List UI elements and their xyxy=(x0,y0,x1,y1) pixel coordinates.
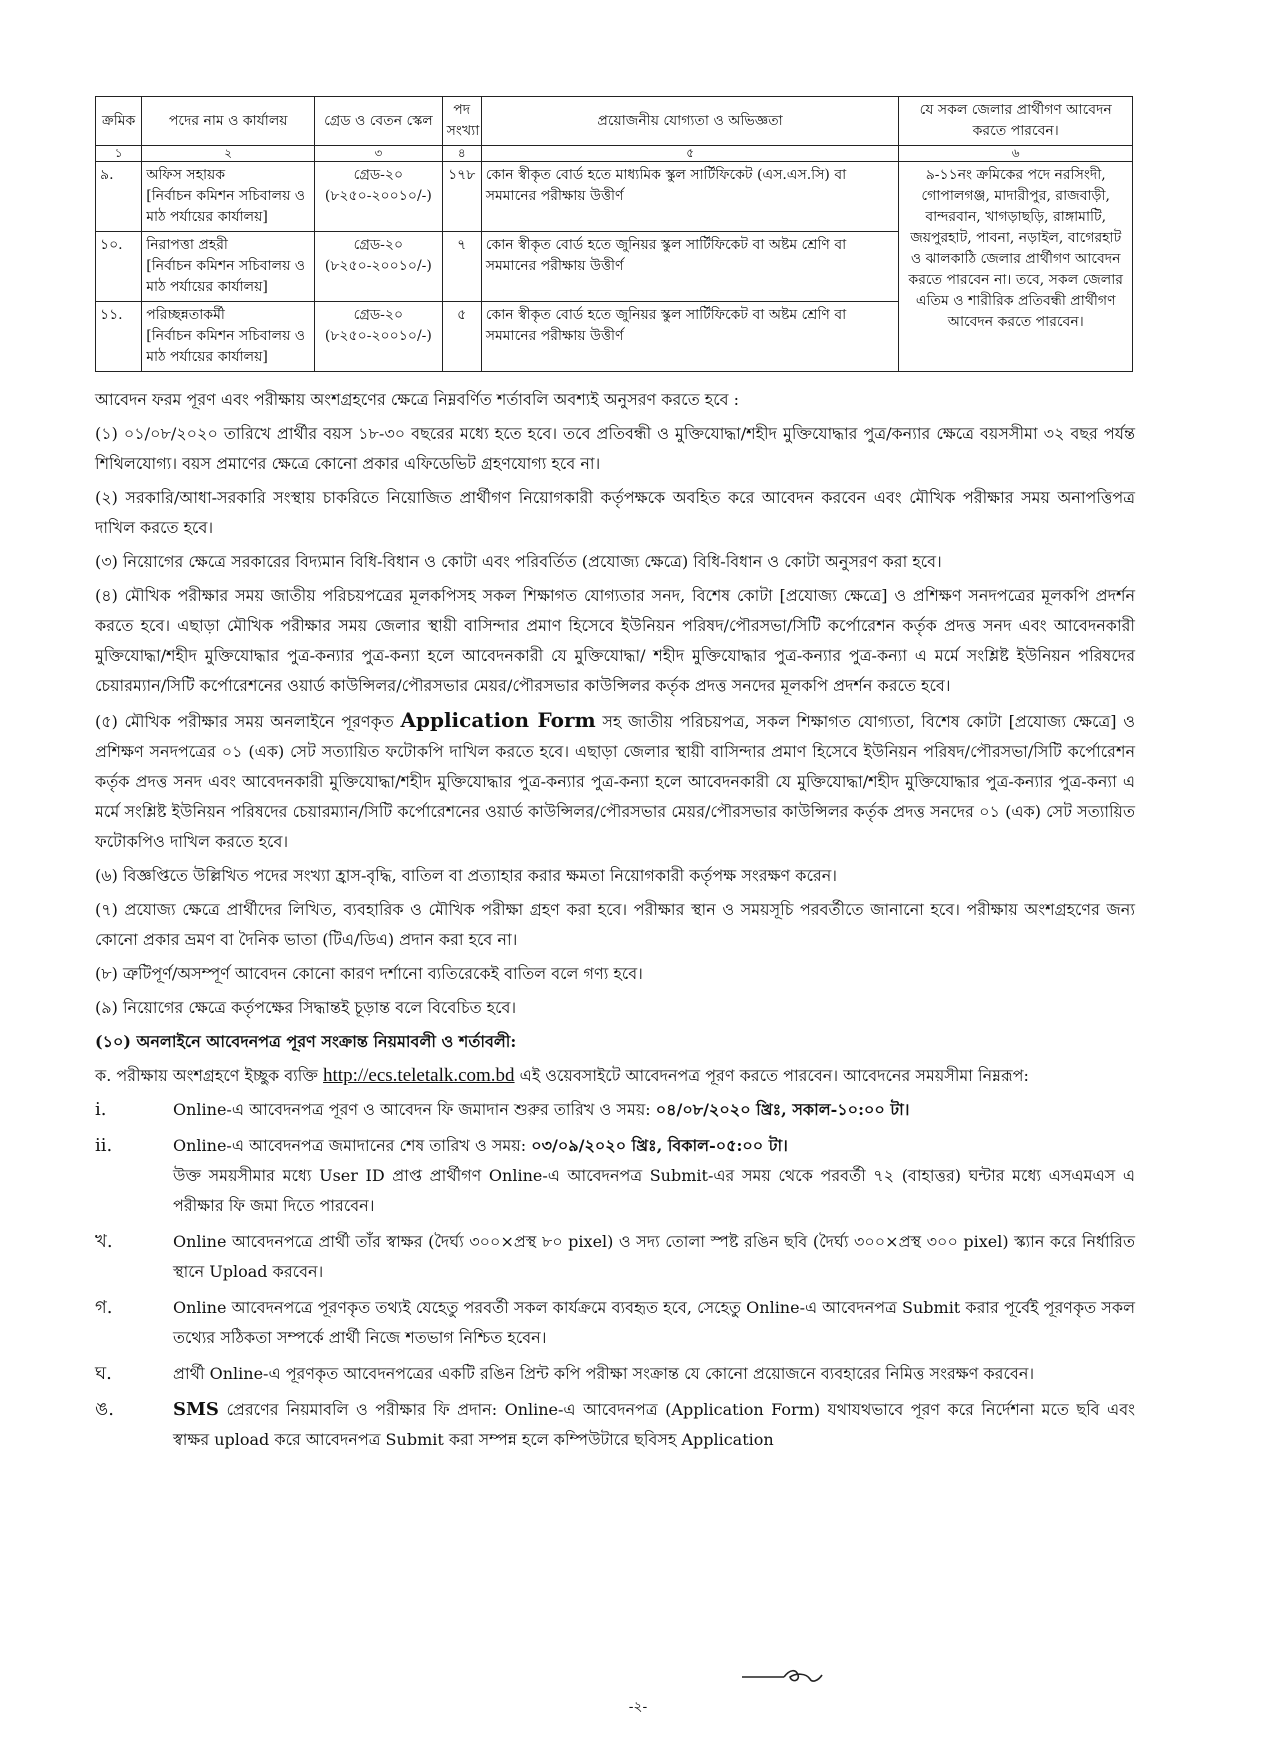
row-grade-cell xyxy=(315,302,443,372)
row-qualification: কোন স্বীকৃত বোর্ড হতে জুনিয়র স্কুল সার্টিফিকেট বা অষ্টম শ্রেণি বা সমমানের পরীক্ষায় উত্তীর্ণ xyxy=(481,302,899,372)
row-scale: (৮২৫০-২০০১০/-) xyxy=(324,328,432,344)
rule-10-title: (১০) অনলাইনে আবেদনপত্র পূরণ সংক্রান্ত নিয়মাবলী ও শর্তাবলী: xyxy=(95,1032,517,1051)
row-grade-cell xyxy=(315,232,443,302)
online-item-i-date: ০৪/০৮/২০২০ খ্রিঃ, সকাল-১০:০০ টা। xyxy=(655,1100,910,1119)
rule-9: (৯) নিয়োগের ক্ষেত্রে কর্তৃপক্ষের সিদ্ধান্তই চূড়ান্ত বলে বিবেচিত হবে। xyxy=(95,998,517,1017)
online-item-gha-label: ঘ. xyxy=(95,1363,112,1384)
row-scale: (৮২৫০-২০০১০/-) xyxy=(324,258,432,274)
col-number: ৫ xyxy=(481,146,899,162)
row-post: পরিচ্ছন্নতাকর্মী xyxy=(146,307,225,323)
rule-5-application-form: Application Form xyxy=(400,708,596,732)
online-item-ii-label: ii. xyxy=(95,1135,113,1156)
row-serial: ১১. xyxy=(96,302,142,372)
online-item-i-label: i. xyxy=(95,1099,107,1120)
conditions-intro: আবেদন ফরম পূরণ এবং পরীক্ষায় অংশগ্রহণের ক্ষেত্রে নিম্নবর্ণিত শর্তাবলি অবশ্যই অনুসরণ করতে হবে : xyxy=(95,390,740,409)
row-qualification: কোন স্বীকৃত বোর্ড হতে মাধ্যমিক স্কুল সার্টিফিকেট (এস.এস.সি) বা সমমানের পরীক্ষায় উত্তীর্ণ xyxy=(481,162,899,232)
rule-5-post: সহ জাতীয় পরিচয়পত্র, সকল শিক্ষাগত যোগ্যতা, বিশেষ কোটা [প্রযোজ্য ক্ষেত্রে] ও প্রশিক্ষণ সনদপত্রের ০১ (এক) সেট সত্যায়িত ফটোকপি দাখিল করতে হবে। এছাড়া জেলার স্থায়ী বাসিন্দার প্রমাণ হিসেবে ইউনিয়ন পরিষদ/পৌরসভা/সিটি কর্পোরেশন কর্তৃক প্রদত্ত সনদ এবং আবেদনকারী মুক্তিযোদ্ধা/শহীদ মুক্তিযোদ্ধার পুত্র-কন্যার পুত্র-কন্যা হলে আবেদনকারী যে মুক্তিযোদ্ধা/শহীদ মুক্তিযোদ্ধার পুত্র-কন্যার পুত্র-কন্যা এ মর্মে সংশ্লিষ্ট ইউনিয়ন পরিষদের চেয়ারম্যান/সিটি কর্পোরেশনের ওয়ার্ড কাউন্সিলর/পৌরসভার মেয়র/পৌরসভার কাউন্সিলর কর্তৃক প্রদত্ত সনদের ০১ (এক) সেট সত্যায়িত ফটোকপিও দাখিল করতে হবে। xyxy=(95,712,1135,851)
table-header-row xyxy=(96,97,1133,146)
col-number: ২ xyxy=(142,146,315,162)
row-post-cell xyxy=(142,302,315,372)
rule-5 xyxy=(95,705,1135,857)
online-item-ga-text: Online আবেদনপত্রে পূরণকৃত তথ্যই যেহেতু পরবর্তী সকল কার্যক্রমে ব্যবহৃত হবে, সেহেতু Online-এ আবেদনপত্র Submit করার পূর্বেই পূরণকৃত সকল তথ্যের সঠিকতা সম্পর্কে প্রার্থী নিজে শতভাগ নিশ্চিত হবেন। xyxy=(173,1298,1135,1347)
row-count: ৭ xyxy=(442,232,481,302)
rule-8: (৮) ত্রুটিপূর্ণ/অসম্পূর্ণ আবেদন কোনো কারণ দর্শানো ব্যতিরেকেই বাতিল বলে গণ্য হবে। xyxy=(95,964,643,983)
online-item-umo-label: ঙ. xyxy=(95,1399,114,1420)
online-ka-post: এই ওয়েবসাইটে আবেদনপত্র পূরণ করতে পারবেন। আবেদনের সময়সীমা নিম্নরূপ: xyxy=(519,1066,1029,1085)
row-post-cell xyxy=(142,162,315,232)
online-item-kha-label: খ. xyxy=(95,1231,113,1252)
eligible-districts: ৯-১১নং ক্রমিকের পদে নরসিংদী, গোপালগঞ্জ, মাদারীপুর, রাজবাড়ী, বান্দরবান, খাগড়াছড়ি, রাঙ্গামাটি, জয়পুরহাট, পাবনা, নড়াইল, বাগেরহাট ও ঝালকাঠি জেলার প্রার্থীগণ আবেদন করতে পারবেন না। তবে, সকল জেলার এতিম ও শারীরিক প্রতিবন্ধী প্রার্থীগণ আবেদন করতে পারবেন। xyxy=(899,162,1133,372)
rule-5-pre: (৫) মৌখিক পরীক্ষার সময় অনলাইনে পূরণকৃত xyxy=(95,712,394,731)
header-post: পদের নাম ও কার্যালয় xyxy=(142,97,315,146)
rule-6: (৬) বিজ্ঞপ্তিতে উল্লিখিত পদের সংখ্যা হ্রাস-বৃদ্ধি, বাতিল বা প্রত্যাহার করার ক্ষমতা নিয়োগকারী কর্তৃপক্ষ সংরক্ষণ করেন। xyxy=(95,866,838,885)
rule-1: (১) ০১/০৮/২০২০ তারিখে প্রার্থীর বয়স ১৮-৩০ বছরের মধ্যে হতে হবে। তবে প্রতিবন্ধী ও মুক্তিযোদ্ধা/শহীদ মুক্তিযোদ্ধার পুত্র/কন্যার ক্ষেত্রে বয়সসীমা ৩২ বছর পর্যন্ত শিথিলযোগ্য। বয়স প্রমাণের ক্ষেত্রে কোনো প্রকার এফিডেভিট গ্রহণযোগ্য হবে না। xyxy=(95,424,1135,473)
online-item-i-text: Online-এ আবেদনপত্র পূরণ ও আবেদন ফি জমাদান শুরুর তারিখ ও সময়: xyxy=(173,1100,651,1119)
online-ka xyxy=(95,1061,1135,1091)
col-number: ১ xyxy=(96,146,142,162)
row-count: ১৭৮ xyxy=(442,162,481,232)
posts-table xyxy=(95,96,1133,372)
header-districts: যে সকল জেলার প্রার্থীগণ আবেদন করতে পারবেন। xyxy=(899,97,1133,146)
col-number: ৪ xyxy=(442,146,481,162)
col-number: ৬ xyxy=(899,146,1133,162)
online-item-ii-text: Online-এ আবেদনপত্র জমাদানের শেষ তারিখ ও সময়: xyxy=(173,1136,527,1155)
header-qualification: প্রয়োজনীয় যোগ্যতা ও অভিজ্ঞতা xyxy=(481,97,899,146)
row-grade: গ্রেড-২০ xyxy=(353,167,404,183)
row-grade: গ্রেড-২০ xyxy=(353,237,404,253)
row-office: [নির্বাচন কমিশন সচিবালয় ও মাঠ পর্যায়ের কার্যালয়] xyxy=(146,258,306,295)
rule-7: (৭) প্রযোজ্য ক্ষেত্রে প্রার্থীদের লিখিত, ব্যবহারিক ও মৌখিক পরীক্ষা গ্রহণ করা হবে। পরীক্ষার স্থান ও সময়সূচি পরবর্তীতে জানানো হবে। পরীক্ষায় অংশগ্রহণের জন্য কোনো প্রকার ভ্রমণ বা দৈনিক ভাতা (টিএ/ডিএ) প্রদান করা হবে না। xyxy=(95,900,1135,949)
rule-3: (৩) নিয়োগের ক্ষেত্রে সরকারের বিদ্যমান বিধি-বিধান ও কোটা এবং পরিবর্তিত (প্রযোজ্য ক্ষেত্রে) বিধি-বিধান ও কোটা অনুসরণ করা হবে। xyxy=(95,552,942,571)
teletalk-link[interactable]: http://ecs.teletalk.com.bd xyxy=(323,1065,515,1086)
online-item-umo xyxy=(95,1395,1135,1455)
online-item-ii-date: ০৩/০৯/২০২০ খ্রিঃ, বিকাল-০৫:০০ টা। xyxy=(531,1136,788,1155)
online-item-ga xyxy=(95,1293,1135,1353)
online-item-kha-text: Online আবেদনপত্রে প্রার্থী তাঁর স্বাক্ষর (দৈর্ঘ্য ৩০০×প্রস্থ ৮০ pixel) ও সদ্য তোলা স্পষ্ট রঙিন ছবি (দৈর্ঘ্য ৩০০×প্রস্থ ৩০০ pixel) স্ক্যান করে নির্ধারিত স্থানে Upload করবেন। xyxy=(173,1232,1135,1281)
row-scale: (৮২৫০-২০০১০/-) xyxy=(324,188,432,204)
header-grade: গ্রেড ও বেতন স্কেল xyxy=(315,97,443,146)
signature-mark xyxy=(740,1655,830,1695)
online-item-gha-text: প্রার্থী Online-এ পূরণকৃত আবেদনপত্রের একটি রঙিন প্রিন্ট কপি পরীক্ষা সংক্রান্ত যে কোনো প্রয়োজনে ব্যবহারের নিমিত্ত সংরক্ষণ করবেন। xyxy=(173,1364,1035,1383)
col-number: ৩ xyxy=(315,146,443,162)
row-post: অফিস সহায়ক xyxy=(146,167,226,183)
row-office: [নির্বাচন কমিশন সচিবালয় ও মাঠ পর্যায়ের কার্যালয়] xyxy=(146,188,306,225)
column-number-row xyxy=(96,146,1133,162)
online-item-ii-note: উক্ত সময়সীমার মধ্যে User ID প্রাপ্ত প্রার্থীগণ Online-এ আবেদনপত্র Submit-এর সময় থেকে পরবর্তী ৭২ (বাহাত্তর) ঘন্টার মধ্যে এসএমএস এ পরীক্ষার ফি জমা দিতে পারবেন। xyxy=(173,1166,1135,1215)
online-item-umo-sms: SMS xyxy=(173,1399,219,1420)
row-office: [নির্বাচন কমিশন সচিবালয় ও মাঠ পর্যায়ের কার্যালয়] xyxy=(146,328,306,365)
online-item-ga-label: গ. xyxy=(95,1297,113,1318)
page-number: -২- xyxy=(628,1699,648,1715)
online-item-gha xyxy=(95,1359,1135,1389)
table-row xyxy=(96,162,1133,232)
row-grade-cell xyxy=(315,162,443,232)
header-count: পদ সংখ্যা xyxy=(442,97,481,146)
row-grade: গ্রেড-২০ xyxy=(353,307,404,323)
online-item-umo-text: প্রেরণের নিয়মাবলি ও পরীক্ষার ফি প্রদান: Online-এ আবেদনপত্র (Application Form) যথাযথভাবে পূরণ করে নির্দেশনা মতে ছবি এবং স্বাক্ষর upload করে আবেদনপত্র Submit করা সম্পন্ন হলে কম্পিউটারে ছবিসহ Application xyxy=(173,1400,1135,1449)
row-count: ৫ xyxy=(442,302,481,372)
conditions-section xyxy=(95,385,1135,1461)
online-item-ii xyxy=(95,1131,1135,1221)
row-serial: ১০. xyxy=(96,232,142,302)
row-serial: ৯. xyxy=(96,162,142,232)
online-item-kha xyxy=(95,1227,1135,1287)
row-post-cell xyxy=(142,232,315,302)
online-ka-pre: ক. পরীক্ষায় অংশগ্রহণে ইচ্ছুক ব্যক্তি xyxy=(95,1066,318,1085)
rule-4: (৪) মৌখিক পরীক্ষার সময় জাতীয় পরিচয়পত্রের মূলকপিসহ সকল শিক্ষাগত যোগ্যতার সনদ, বিশেষ কোটা [প্রযোজ্য ক্ষেত্রে] ও প্রশিক্ষণ সনদপত্রের মূলকপি প্রদর্শন করতে হবে। এছাড়া মৌখিক পরীক্ষার সময় জেলার স্থায়ী বাসিন্দার প্রমাণ হিসেবে ইউনিয়ন পরিষদ/পৌরসভা/সিটি কর্পোরেশন কর্তৃক প্রদত্ত সনদ এবং আবেদনকারী মুক্তিযোদ্ধা/শহীদ মুক্তিযোদ্ধার পুত্র-কন্যার পুত্র-কন্যা হলে আবেদনকারী যে মুক্তিযোদ্ধা/ শহীদ মুক্তিযোদ্ধার পুত্র-কন্যার পুত্র-কন্যা এ মর্মে সংশ্লিষ্ট ইউনিয়ন পরিষদের চেয়ারম্যান/সিটি কর্পোরেশনের ওয়ার্ড কাউন্সিলর/পৌরসভার মেয়র/পৌরসভার কাউন্সিলর কর্তৃক প্রদত্ত সনদের মূলকপি প্রদর্শন করতে হবে। xyxy=(95,586,1135,695)
online-item-i xyxy=(95,1095,1135,1125)
row-post: নিরাপত্তা প্রহরী xyxy=(146,237,228,253)
rule-2: (২) সরকারি/আধা-সরকারি সংস্থায় চাকরিতে নিয়োজিত প্রার্থীগণ নিয়োগকারী কর্তৃপক্ষকে অবহিত করে আবেদন করবেন এবং মৌখিক পরীক্ষার সময় অনাপত্তিপত্র দাখিল করতে হবে। xyxy=(95,488,1135,537)
header-serial: ক্রমিক xyxy=(96,97,142,146)
row-qualification: কোন স্বীকৃত বোর্ড হতে জুনিয়র স্কুল সার্টিফিকেট বা অষ্টম শ্রেণি বা সমমানের পরীক্ষায় উত্তীর্ণ xyxy=(481,232,899,302)
